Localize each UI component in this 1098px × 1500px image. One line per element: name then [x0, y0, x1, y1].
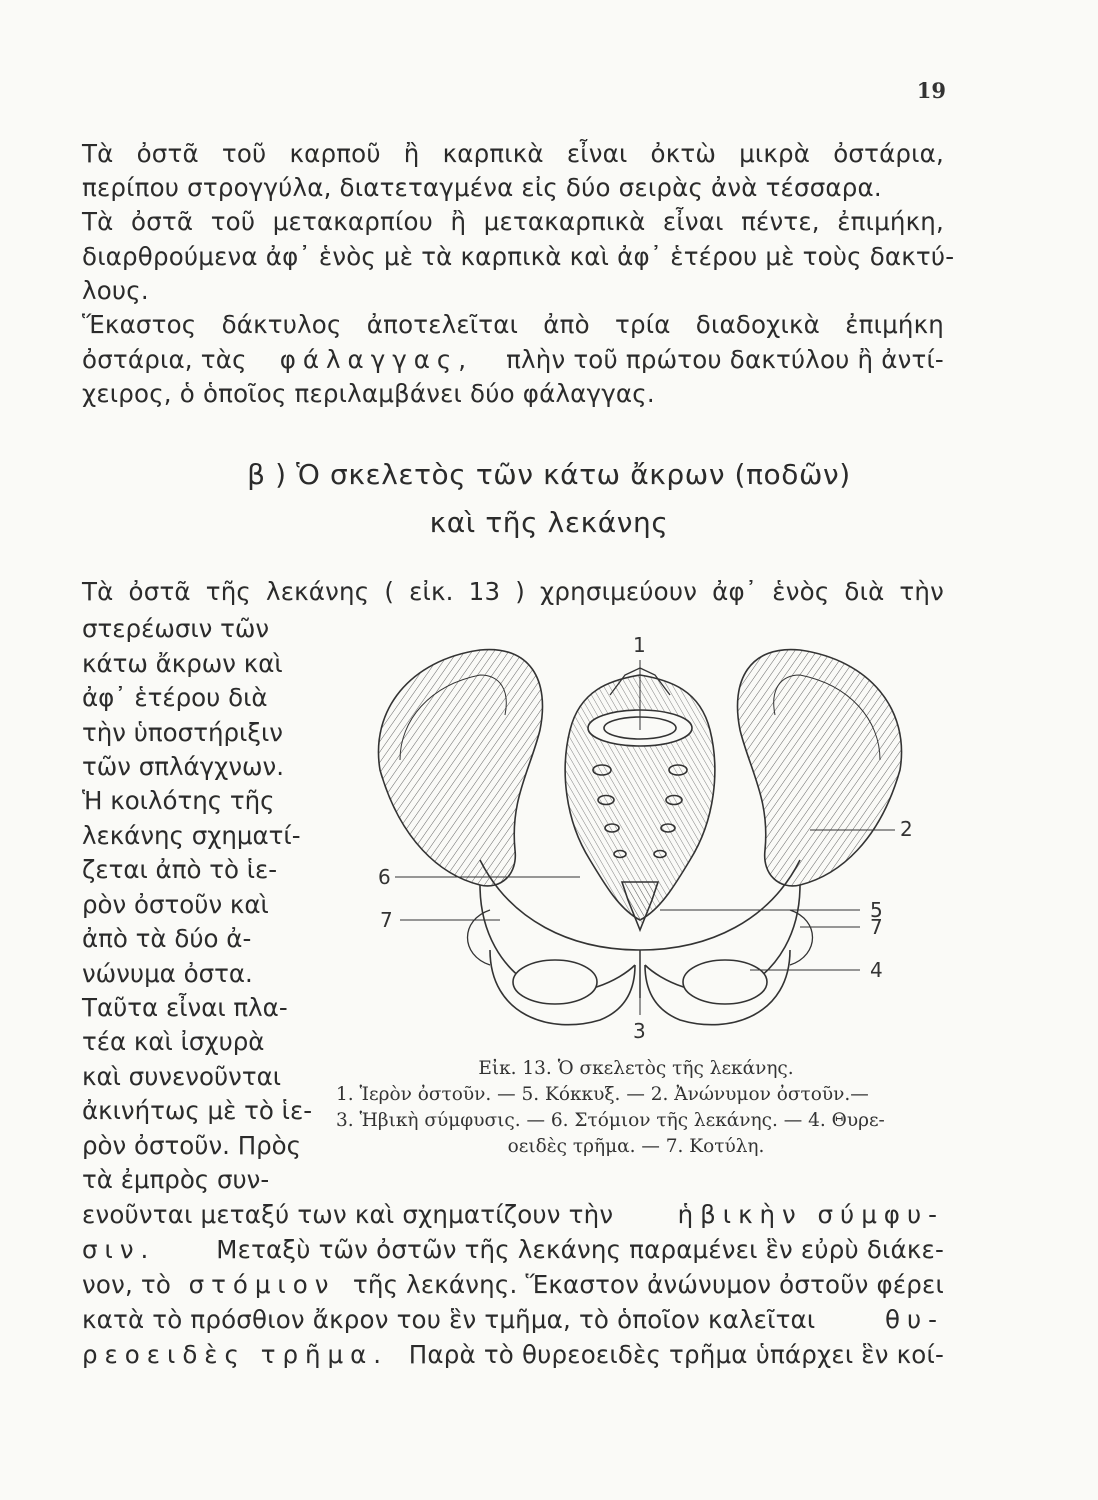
text-line [82, 344, 944, 376]
text-line [82, 1339, 944, 1371]
text-line [82, 1269, 944, 1301]
column-line: ρὸν ὀστοῦν καὶ [82, 890, 269, 919]
spaced-term: σιν. [82, 1235, 156, 1264]
figure-label: 4 [870, 958, 883, 982]
spaced-term: ρεοειδὲς τρῆμα. [82, 1340, 389, 1369]
text-line: Τὰ ὀστᾶ τοῦ καρποῦ ἢ καρπικὰ εἶναι ὀκτὼ μικρὰ ὀστάρια, [82, 139, 944, 168]
text-fragment: τῆς λεκάνης. Ἕκαστον ἀνώνυμον ὀστοῦν φέρει [352, 1270, 944, 1299]
text-line: Τὰ ὀστᾶ τοῦ μετακαρπίου ἢ μετακαρπικὰ εἶναι πέντε, ἐπιμήκη, [82, 207, 944, 236]
text-fragment: ὀστάρια, τὰς [82, 345, 247, 374]
text-line [82, 1304, 944, 1336]
figure-label: 2 [900, 817, 913, 841]
page-number: 19 [916, 78, 946, 103]
text-line: Ἕκαστος δάκτυλος ἀποτελεῖται ἀπὸ τρία διαδοχικὰ ἐπιμήκη [82, 310, 944, 339]
text-fragment: πλὴν τοῦ πρώτου δακτύλου ἢ ἀντί- [506, 345, 944, 374]
text-line: διαρθρούμενα ἀφ᾽ ἑνὸς μὲ τὰ καρπικὰ καὶ ἀφ᾽ ἑτέρου μὲ τοὺς δακτύ- [82, 242, 955, 271]
section-heading-line2: καὶ τῆς λεκάνης [429, 506, 669, 539]
column-line: λεκάνης σχηματί- [82, 821, 301, 850]
figure-label: 3 [633, 1019, 646, 1043]
column-line: στερέωσιν τῶν [82, 614, 270, 643]
caption-line: 3. Ἡβικὴ σύμφυσις. — 6. Στόμιον τῆς λεκάνης. — 4. Θυρε- [336, 1110, 885, 1131]
figure-label: 1 [633, 633, 646, 657]
spaced-term: φάλαγγας, [279, 345, 474, 374]
column-line: τῶν σπλάγχνων. [82, 752, 284, 781]
column-line: τέα καὶ ἰσχυρὰ [82, 1027, 265, 1056]
text-line [82, 1199, 944, 1231]
spaced-term: θυ- [884, 1305, 944, 1334]
column-line: τὴν ὑποστήριξιν [82, 718, 283, 747]
text-line: λους. [82, 276, 149, 305]
pelvis-illustration [340, 620, 940, 1060]
caption-line: 1. Ἱερὸν ὀστοῦν. — 5. Κόκκυξ. — 2. Ἀνώνυμον ὀστοῦν.— [336, 1084, 869, 1105]
column-line: κάτω ἄκρων καὶ [82, 649, 283, 678]
column-line: καὶ συνενοῦνται [82, 1062, 282, 1091]
text-fragment: ενοῦνται μεταξύ των καὶ σχηματίζουν τὴν [82, 1200, 614, 1229]
spaced-term: στόμιον [188, 1270, 336, 1299]
text-fragment: Παρὰ τὸ θυρεοειδὲς τρῆμα ὑπάρχει ἓν κοί- [408, 1340, 944, 1369]
column-line: Ἡ κοιλότης τῆς [82, 786, 275, 815]
figure-caption [336, 1056, 936, 1160]
text-fragment: κατὰ τὸ πρόσθιον ἄκρον του ἓν τμῆμα, τὸ ὁποῖον καλεῖται [82, 1305, 816, 1334]
column-line: ἀκινήτως μὲ τὸ ἱε- [82, 1096, 313, 1125]
figure-label: 7 [870, 915, 883, 939]
text-line: χειρος, ὁ ὁποῖος περιλαμβάνει δύο φάλαγγας. [82, 379, 655, 408]
text-line: Τὰ ὀστᾶ τῆς λεκάνης ( εἰκ. 13 ) χρησιμεύουν ἀφ᾽ ἑνὸς διὰ τὴν [82, 577, 944, 606]
section-heading: β ) Ὁ σκελετὸς τῶν κάτω ἄκρων (ποδῶν) [247, 458, 851, 491]
caption-title: Εἰκ. 13. Ὁ σκελετὸς τῆς λεκάνης. [478, 1058, 794, 1079]
text-fragment: Μεταξὺ τῶν ὀστῶν τῆς λεκάνης παραμένει ἓν εὐρὺ διάκε- [216, 1235, 944, 1264]
text-line [82, 1234, 944, 1266]
column-line: Ταῦτα εἶναι πλα- [82, 993, 288, 1022]
caption-line: οειδὲς τρῆμα. — 7. Κοτύλη. [507, 1136, 765, 1157]
figure-label: 6 [378, 865, 391, 889]
column-line: ζεται ἀπὸ τὸ ἱε- [82, 855, 278, 884]
column-line: ἀπὸ τὰ δύο ἀ- [82, 924, 252, 953]
text-line: περίπου στρογγύλα, διατεταγμένα εἰς δύο σειρὰς ἀνὰ τέσσαρα. [82, 173, 882, 202]
figure-label: 7 [380, 908, 393, 932]
text-fragment: νον, τὸ [82, 1270, 172, 1299]
figure-label: 5 [870, 898, 883, 922]
column-line: ρὸν ὀστοῦν. Πρὸς [82, 1131, 302, 1160]
column-line: νώνυμα ὀστα. [82, 959, 253, 988]
column-line: τὰ ἐμπρὸς συν- [82, 1165, 270, 1194]
column-line: ἀφ᾽ ἑτέρου διὰ [82, 683, 268, 712]
spaced-term: ἡβικὴν σύμφυ- [677, 1200, 944, 1229]
